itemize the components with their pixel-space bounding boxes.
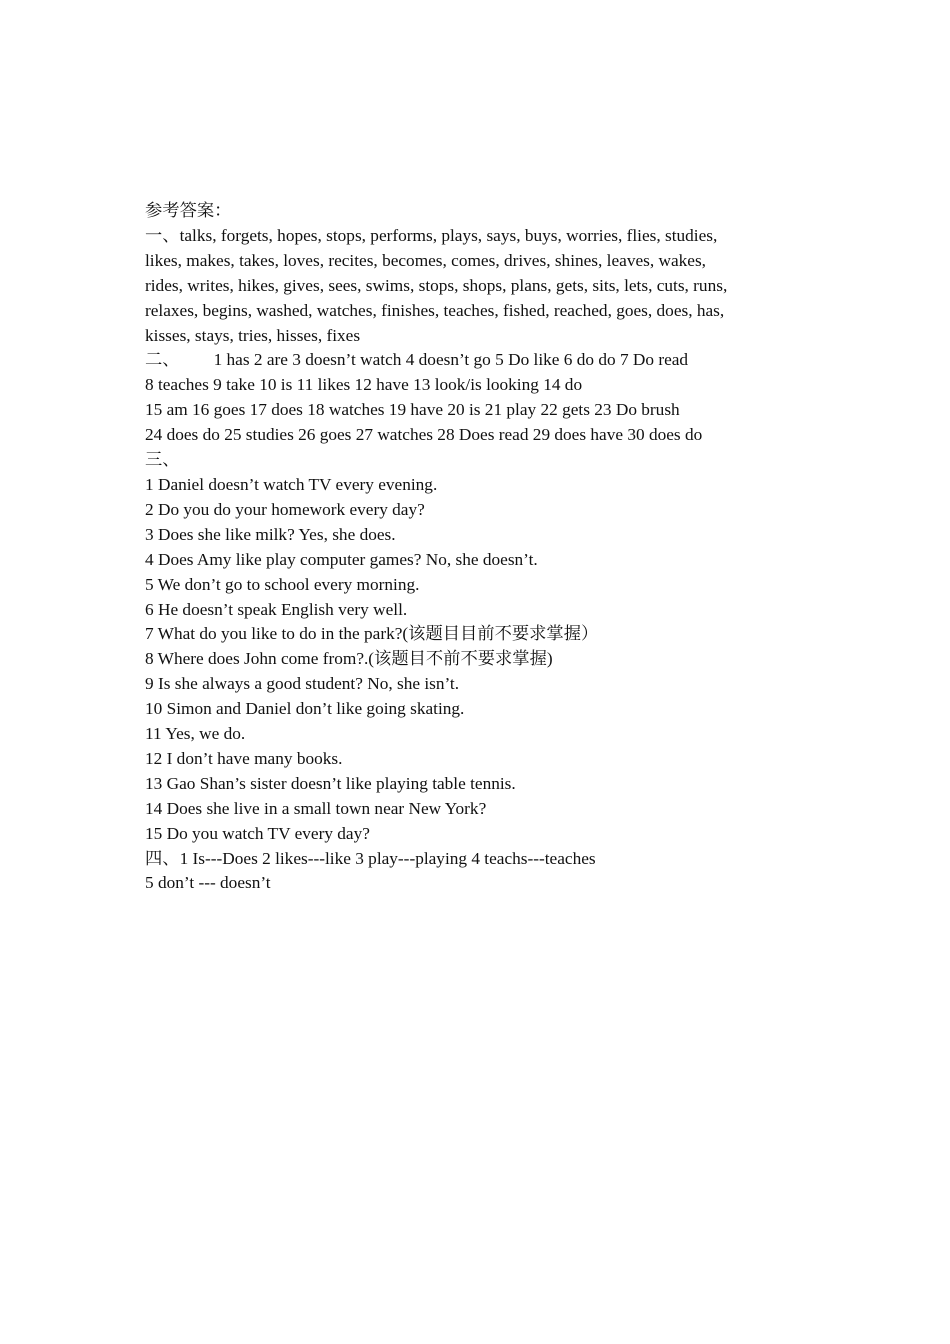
section-4-line-1 — [145, 847, 825, 872]
section-3-line-8: 8 Where does John come from?.(该题目不前不要求掌握) — [145, 649, 553, 669]
section-2-line-3: 15 am 16 goes 17 does 18 watches 19 have 20 is 21 play 22 gets 23 Do brush — [145, 400, 680, 420]
section-3-line-11: 11 Yes, we do. — [145, 724, 246, 744]
section-2-text-1: 1 has 2 are 3 doesn’t watch 4 doesn’t go 5 Do like 6 do do 7 Do read — [213, 350, 689, 370]
section-3-line-9: 9 Is she always a good student? No, she isn’t. — [145, 674, 460, 694]
section-1-line-4: relaxes, begins, washed, watches, finishes, teaches, fished, reached, goes, does, has, — [145, 300, 725, 320]
section-3-line-15: 15 Do you watch TV every day? — [145, 823, 370, 843]
section-3-line-12: 12 I don’t have many books. — [145, 748, 343, 768]
answer-key-heading: 参考答案： — [145, 201, 232, 220]
section-1-line-2: likes, makes, takes, loves, recites, becomes, comes, drives, shines, leaves, wakes, — [145, 250, 706, 270]
section-3-line-14: 14 Does she live in a small town near New York? — [145, 798, 487, 818]
section-4-text-1: 1 Is---Does 2 likes---like 3 play---playing 4 teachs---teaches — [179, 848, 596, 868]
section-4-line-2: 5 don’t --- doesn’t — [145, 873, 271, 893]
answer-key-document — [145, 199, 825, 896]
section-3-line-7: 7 What do you like to do in the park?(该题目目前不要求掌握） — [145, 624, 599, 644]
section-1-text-1: talks, forgets, hopes, stops, performs, plays, says, buys, worries, flies, studies, — [179, 225, 718, 245]
section-1-marker: 一、 — [145, 225, 180, 245]
section-3-line-6: 6 He doesn’t speak English very well. — [145, 599, 408, 619]
section-2-line-1 — [145, 348, 825, 373]
section-1-line-5: kisses, stays, tries, hisses, fixes — [145, 325, 361, 345]
section-2-marker: 二、 — [145, 350, 180, 370]
section-2-line-2: 8 teaches 9 take 10 is 11 likes 12 have 13 look/is looking 14 do — [145, 375, 583, 395]
section-3-line-1: 1 Daniel doesn’t watch TV every evening. — [145, 474, 438, 494]
section-3-line-4: 4 Does Amy like play computer games? No, she doesn’t. — [145, 549, 538, 569]
section-3-line-5: 5 We don’t go to school every morning. — [145, 574, 420, 594]
section-3-line-10: 10 Simon and Daniel don’t like going skating. — [145, 699, 465, 719]
section-2-line-4: 24 does do 25 studies 26 goes 27 watches 28 Does read 29 does have 30 does do — [145, 425, 703, 445]
section-3-line-3: 3 Does she like milk? Yes, she does. — [145, 524, 396, 544]
section-1-line-1 — [145, 224, 825, 249]
section-3-line-13: 13 Gao Shan’s sister doesn’t like playing table tennis. — [145, 773, 516, 793]
section-3-line-2: 2 Do you do your homework every day? — [145, 499, 425, 519]
section-4-marker: 四、 — [145, 848, 180, 868]
section-3-marker: 三、 — [145, 450, 180, 470]
section-1-line-3: rides, writes, hikes, gives, sees, swims, stops, shops, plans, gets, sits, lets, cuts, runs, — [145, 275, 728, 295]
